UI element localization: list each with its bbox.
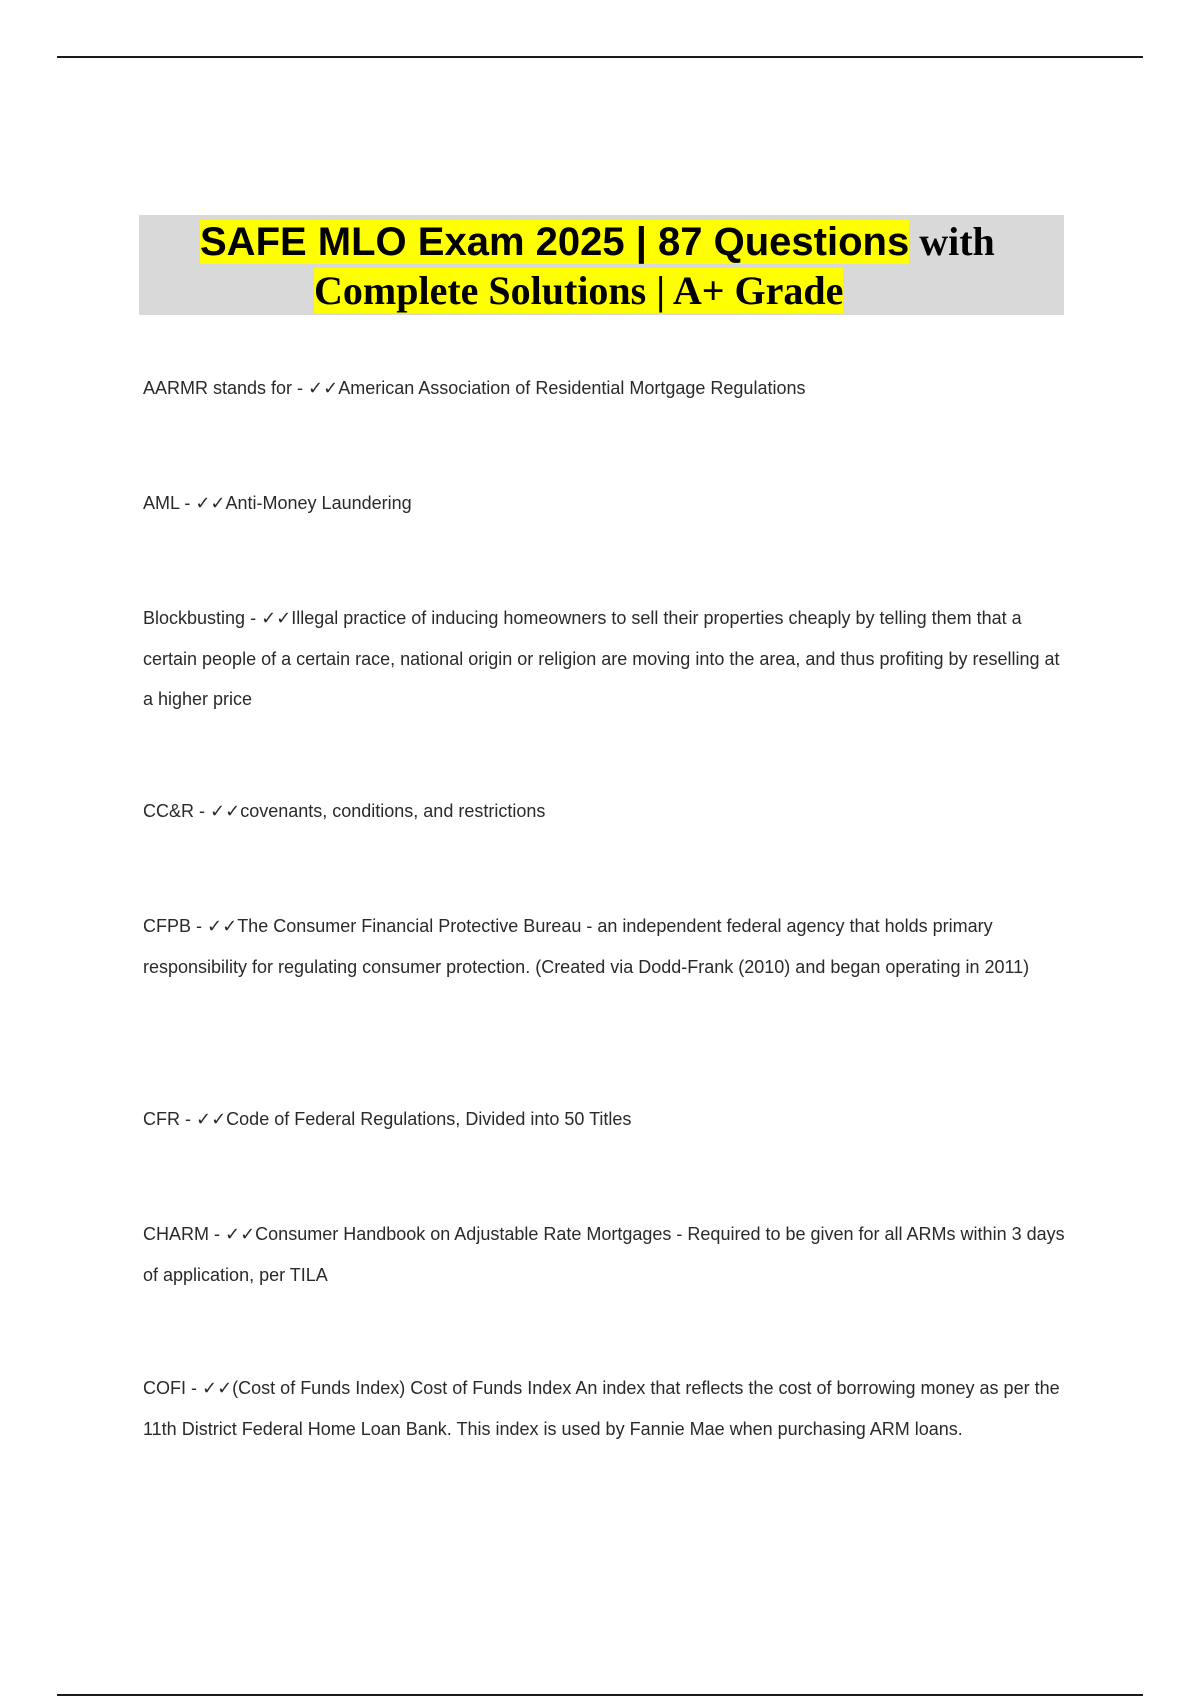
entry-separator: - — [292, 378, 309, 398]
double-check-icon: ✓✓ — [202, 1378, 233, 1399]
double-check-icon: ✓✓ — [196, 1109, 227, 1130]
entry-term: CFR — [143, 1109, 180, 1129]
entry-charm — [143, 1214, 1068, 1295]
entry-definition: Consumer Handbook on Adjustable Rate Mortgages - Required to be given for all ARMs within 3 days of application, per TILA — [143, 1224, 1065, 1285]
entry-term: Blockbusting — [143, 608, 246, 628]
entry-separator: - — [179, 493, 196, 513]
entry-term: CC&R — [143, 801, 195, 821]
entry-separator: - — [191, 916, 208, 936]
double-check-icon: ✓✓ — [308, 378, 339, 399]
title-subtitle-text: Complete Solutions | A+ Grade — [314, 268, 844, 313]
entry-cofi — [143, 1368, 1068, 1449]
entry-separator: - — [186, 1378, 202, 1398]
title-with-text: with — [909, 219, 995, 264]
double-check-icon: ✓✓ — [195, 493, 226, 514]
entry-definition: American Association of Residential Mortgage Regulations — [338, 378, 806, 398]
entry-term: COFI — [143, 1378, 186, 1398]
double-check-icon: ✓✓ — [261, 608, 292, 629]
entry-cfr — [143, 1099, 1068, 1140]
title-line-2 — [314, 268, 843, 314]
entry-ccr — [143, 791, 1068, 832]
top-rule — [57, 56, 1143, 58]
entry-separator: - — [245, 608, 262, 628]
entry-aml — [143, 483, 1068, 524]
entry-definition: (Cost of Funds Index) Cost of Funds Index An index that reflects the cost of borrowing money as per the 11th District Federal Home Loan Bank. This index is used by Fannie Mae when purchasing ARM loans. — [143, 1378, 1060, 1439]
entry-separator: - — [194, 801, 211, 821]
double-check-icon: ✓✓ — [225, 1224, 256, 1245]
entry-cfpb — [143, 906, 1068, 987]
entry-aarmr — [143, 368, 1068, 409]
title-line-1 — [200, 218, 995, 266]
entry-term: AARMR stands for — [143, 378, 293, 398]
entry-blockbusting — [143, 598, 1068, 719]
entry-definition: Code of Federal Regulations, Divided into 50 Titles — [226, 1109, 632, 1129]
entry-term: AML — [143, 493, 180, 513]
double-check-icon: ✓✓ — [207, 916, 238, 937]
entry-definition: Anti-Money Laundering — [225, 493, 412, 513]
entry-definition: covenants, conditions, and restrictions — [240, 801, 546, 821]
double-check-icon: ✓✓ — [210, 801, 241, 822]
entry-definition: Illegal practice of inducing homeowners to sell their properties cheaply by telling them that a certain people of a certain race, national origin or religion are moving into the area, and thus profiting by reselling at a higher price — [143, 608, 1060, 709]
entry-term: CHARM — [143, 1224, 209, 1244]
entry-separator: - — [209, 1224, 225, 1244]
entry-term: CFPB — [143, 916, 192, 936]
bottom-rule — [57, 1694, 1143, 1696]
entry-separator: - — [180, 1109, 196, 1129]
title-main-text: SAFE MLO Exam 2025 | 87 Questions — [200, 220, 910, 264]
entry-definition: The Consumer Financial Protective Bureau - an independent federal agency that holds primary responsibility for regulating consumer protection. (Created via Dodd-Frank (2010) and began operating in 2011) — [143, 916, 1030, 977]
